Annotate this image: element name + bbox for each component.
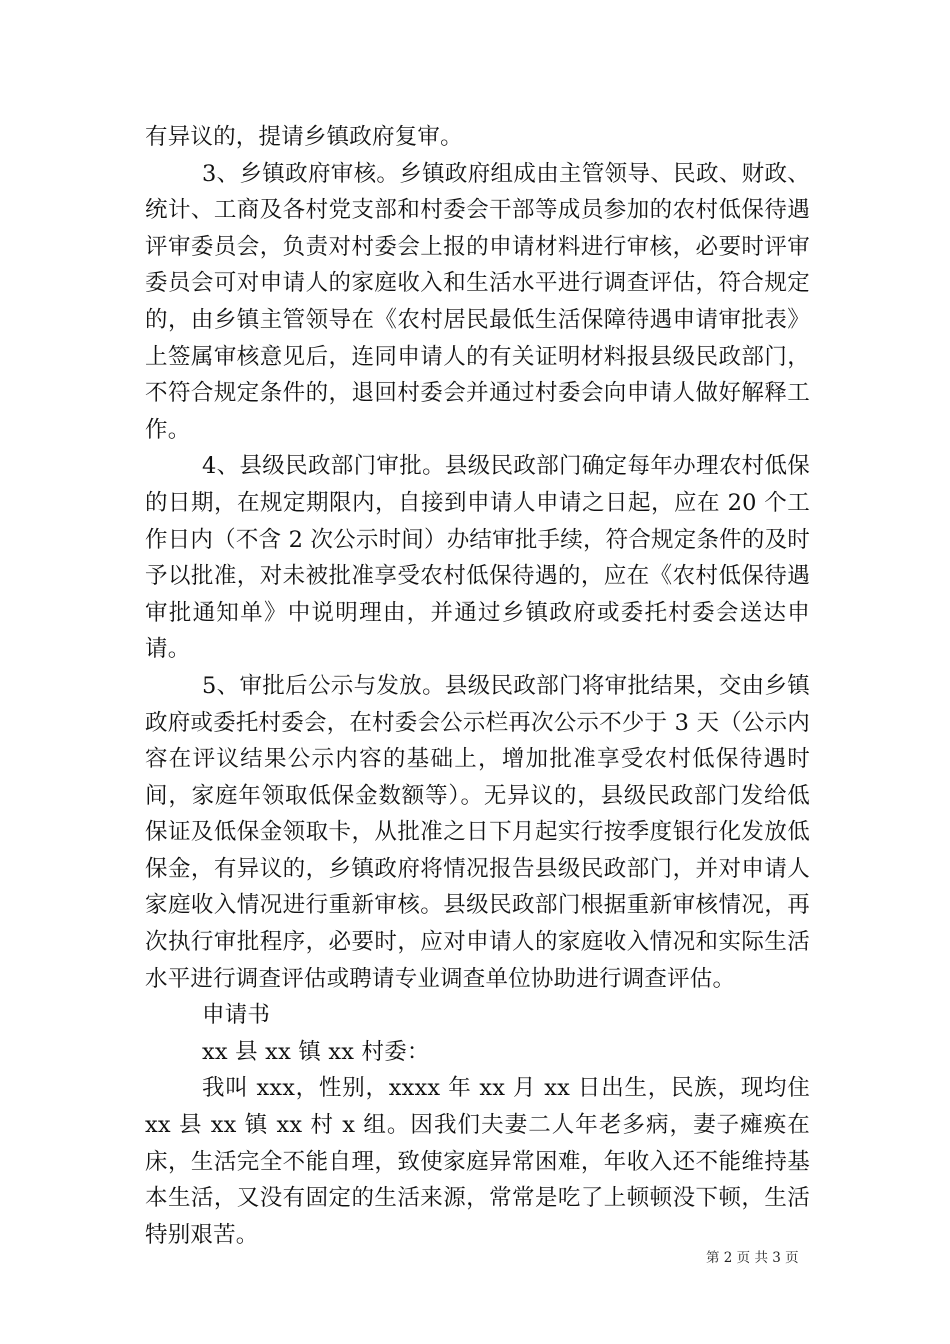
paragraph-continuation: 有异议的，提请乡镇政府复审。 bbox=[145, 124, 463, 150]
application-body: 我叫 xxx，性别，xxxx 年 xx 月 xx 日出生，民族，现均住 xx 县 xx 镇 xx 村 x 组。因我们夫妻二人年老多病，妻子瘫痪在床，生活完全不能自理，致使家庭异常困难，年收入还不能维持基本生活，又没有固定的生活来源，常常是吃了上顿顿没下顿，生活特别艰苦。 bbox=[145, 1075, 810, 1248]
document-body bbox=[145, 119, 810, 1253]
application-addressee: xx 县 xx 镇 xx 村委： bbox=[202, 1038, 430, 1065]
paragraph-step-4-county-approval: 4、县级民政部门审批。县级民政部门确定每年办理农村低保的日期，在规定期限内，自接到申请人申请之日起，应在 20 个工作日内（不含 2 次公示时间）办结审批手续，符合规定条件的及时予以批准，对未被批准享受农村低保待遇的，应在《农村低保待遇审批通知单》中说明理由，并通过乡镇政府或委托村委会送达申请。 bbox=[145, 453, 810, 663]
paragraph-step-5-publicity-and-payment: 5、审批后公示与发放。县级民政部门将审批结果，交由乡镇政府或委托村委会，在村委会公示栏再次公示不少于 3 天（公示内容在评议结果公示内容的基础上，增加批准享受农村低保待遇时间，家庭年领取低保金数额等）。无异议的，县级民政部门发给低保证及低保金领取卡，从批准之日下月起实行按季度银行化发放低保金，有异议的，乡镇政府将情况报告县级民政部门，并对申请人家庭收入情况进行重新审核。县级民政部门根据重新审核情况，再次执行审批程序，必要时，应对申请人的家庭收入情况和实际生活水平进行调查评估或聘请专业调查单位协助进行调查评估。 bbox=[145, 672, 810, 992]
paragraph-step-3-township-review: 3、乡镇政府审核。乡镇政府组成由主管领导、民政、财政、统计、工商及各村党支部和村委会干部等成员参加的农村低保待遇评审委员会，负责对村委会上报的申请材料进行审核，必要时评审委员会可对申请人的家庭收入和生活水平进行调查评估，符合规定的，由乡镇主管领导在《农村居民最低生活保障待遇申请审批表》上签属审核意见后，连同申请人的有关证明材料报县级民政部门，不符合规定条件的，退回村委会并通过村委会向申请人做好解释工作。 bbox=[145, 160, 810, 443]
application-heading: 申请书 bbox=[202, 1002, 271, 1029]
page-number-footer: 第 2 页 共 3 页 bbox=[706, 1250, 799, 1266]
